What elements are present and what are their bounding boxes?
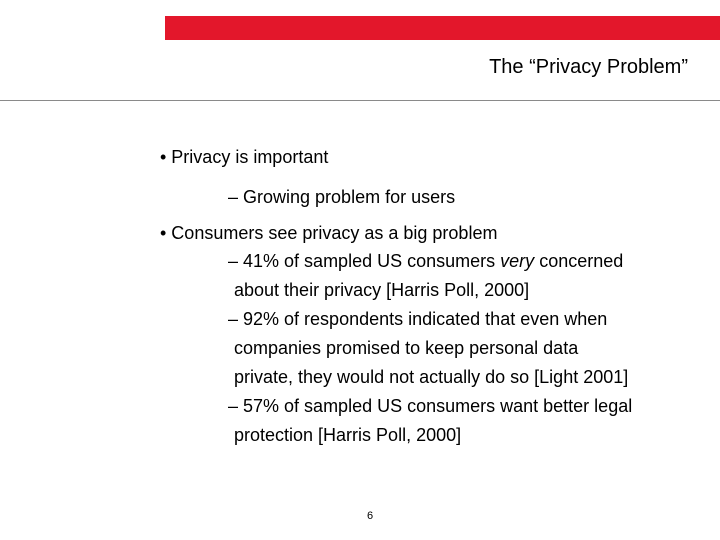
- bullet-consumers-see-privacy: • Consumers see privacy as a big problem: [160, 223, 498, 243]
- subbullet-92-percent-cont-2: private, they would not actually do so [Light 2001]: [234, 367, 629, 387]
- emphasis-very: very: [500, 251, 535, 271]
- subbullet-41-percent-text: – 41% of sampled US consumers: [228, 251, 496, 271]
- subbullet-92-percent-cont-1: companies promised to keep personal data: [234, 338, 579, 358]
- subbullet-growing-problem: – Growing problem for users: [228, 187, 456, 207]
- header-accent-bar: [165, 16, 720, 40]
- subbullet-41-percent-cont: about their privacy [Harris Poll, 2000]: [234, 280, 530, 300]
- bullet-privacy-important: • Privacy is important: [160, 147, 329, 167]
- title-divider: [0, 100, 720, 101]
- page-number: 6: [367, 510, 374, 522]
- subbullet-41-percent: [228, 250, 623, 272]
- slide-title: The “Privacy Problem”: [489, 56, 688, 78]
- subbullet-57-percent-cont: protection [Harris Poll, 2000]: [234, 425, 462, 445]
- subbullet-92-percent: – 92% of respondents indicated that even when: [228, 309, 608, 329]
- subbullet-57-percent: – 57% of sampled US consumers want better legal: [228, 396, 633, 416]
- subbullet-41-percent-concerned: concerned: [539, 251, 624, 271]
